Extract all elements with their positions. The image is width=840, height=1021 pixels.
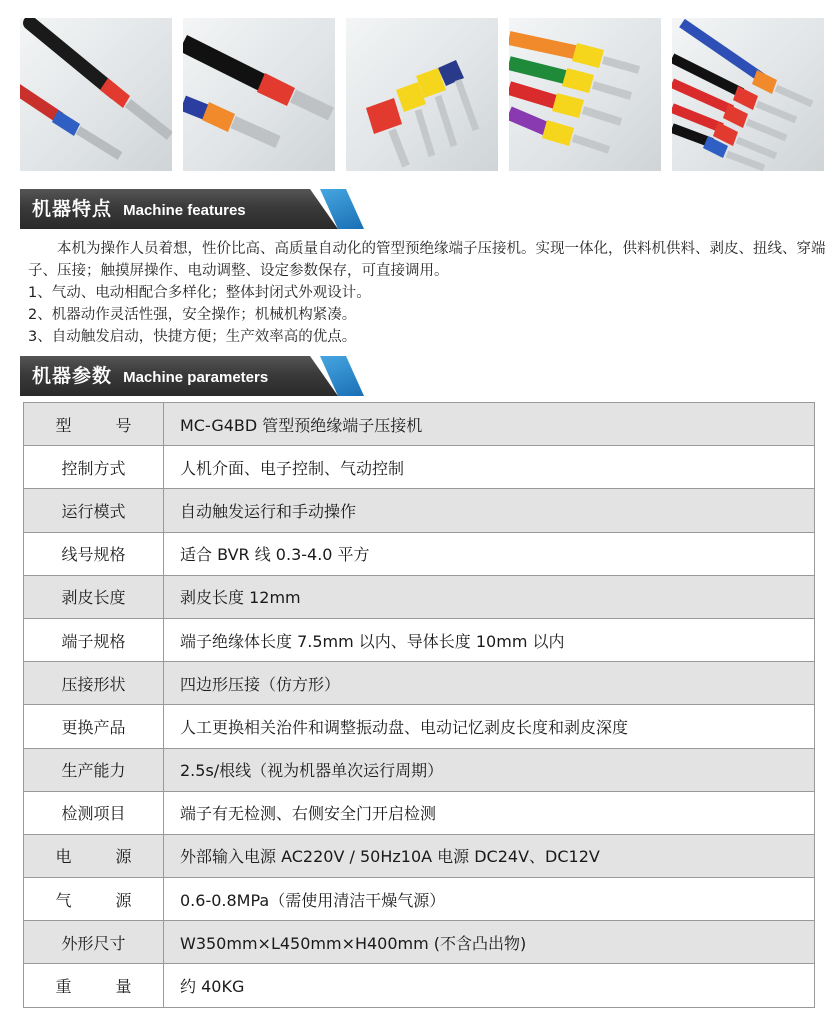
table-row	[24, 834, 815, 877]
table-row	[24, 791, 815, 834]
param-key: 更换产品	[24, 705, 164, 748]
param-key: 运行模式	[24, 489, 164, 532]
param-key: 气源	[24, 878, 164, 921]
product-photo-strip	[20, 18, 824, 171]
photo-wire-ferrule-orange-red	[183, 18, 335, 171]
parameters-title-en: Machine parameters	[123, 369, 269, 386]
table-row	[24, 618, 815, 661]
table-row	[24, 964, 815, 1007]
parameters-table	[23, 402, 815, 1008]
features-text	[28, 238, 828, 348]
table-row	[24, 489, 815, 532]
param-value: 剥皮长度 12mm	[164, 575, 815, 618]
param-key: 端子规格	[24, 618, 164, 661]
feature-point: 2、机器动作灵活性强，安全操作；机械机构紧凑。	[28, 307, 357, 323]
parameters-title-zh: 机器参数	[32, 365, 113, 387]
param-key: 压接形状	[24, 662, 164, 705]
parameters-section-header	[20, 356, 345, 396]
photo-ferrules-red-yellow-blue	[346, 18, 498, 171]
param-value: 四边形压接（仿方形）	[164, 662, 815, 705]
features-section-header	[20, 189, 345, 229]
wires-multicolor-crimped-icon	[672, 18, 824, 171]
photo-wires-multicolor-yellow-ferrules	[509, 18, 661, 171]
param-value: 人机介面、电子控制、气动控制	[164, 446, 815, 489]
param-value: 人工更换相关治件和调整振动盘、电动记忆剥皮长度和剥皮深度	[164, 705, 815, 748]
wire-ferrule-red-blue-icon	[20, 18, 172, 171]
photo-wire-ferrule-red-blue	[20, 18, 172, 171]
features-title-zh: 机器特点	[32, 198, 113, 220]
feature-point: 3、自动触发启动，快捷方便；生产效率高的优点。	[28, 329, 357, 345]
table-row	[24, 403, 815, 446]
table-row	[24, 446, 815, 489]
table-row	[24, 705, 815, 748]
param-value: 0.6-0.8MPa（需使用清洁干燥气源）	[164, 878, 815, 921]
table-row	[24, 662, 815, 705]
param-value: 外部输入电源 AC220V / 50Hz10A 电源 DC24V、DC12V	[164, 834, 815, 877]
table-row	[24, 921, 815, 964]
photo-wires-multicolor-crimped	[672, 18, 824, 171]
param-key: 剥皮长度	[24, 575, 164, 618]
param-value: MC-G4BD 管型预绝缘端子压接机	[164, 403, 815, 446]
table-row	[24, 575, 815, 618]
param-value: 适合 BVR 线 0.3-4.0 平方	[164, 532, 815, 575]
param-value: 约 40KG	[164, 964, 815, 1007]
features-intro: 本机为操作人员着想，性价比高、高质量自动化的管型预绝缘端子压接机。实现一体化，供料机供料、剥皮、扭线、穿端子、压接；触摸屏操作、电动调整、设定参数保存，可直接调用。	[28, 241, 826, 279]
param-value: 端子绝缘体长度 7.5mm 以内、导体长度 10mm 以内	[164, 618, 815, 661]
param-key: 电源	[24, 834, 164, 877]
param-key: 线号规格	[24, 532, 164, 575]
param-key: 型号	[24, 403, 164, 446]
ferrules-red-yellow-blue-icon	[346, 18, 498, 171]
table-row	[24, 878, 815, 921]
table-row	[24, 532, 815, 575]
param-key: 检测项目	[24, 791, 164, 834]
table-row	[24, 748, 815, 791]
features-title-en: Machine features	[123, 202, 246, 219]
param-value: 2.5s/根线（视为机器单次运行周期）	[164, 748, 815, 791]
param-key: 生产能力	[24, 748, 164, 791]
param-value: W350mm×L450mm×H400mm (不含凸出物)	[164, 921, 815, 964]
param-value: 自动触发运行和手动操作	[164, 489, 815, 532]
param-key: 外形尺寸	[24, 921, 164, 964]
param-value: 端子有无检测、右侧安全门开启检测	[164, 791, 815, 834]
param-key: 重量	[24, 964, 164, 1007]
feature-point: 1、气动、电动相配合多样化；整体封闭式外观设计。	[28, 285, 371, 301]
wire-ferrule-orange-red-icon	[183, 18, 335, 171]
wires-multicolor-yellow-ferrules-icon	[509, 18, 661, 171]
param-key: 控制方式	[24, 446, 164, 489]
